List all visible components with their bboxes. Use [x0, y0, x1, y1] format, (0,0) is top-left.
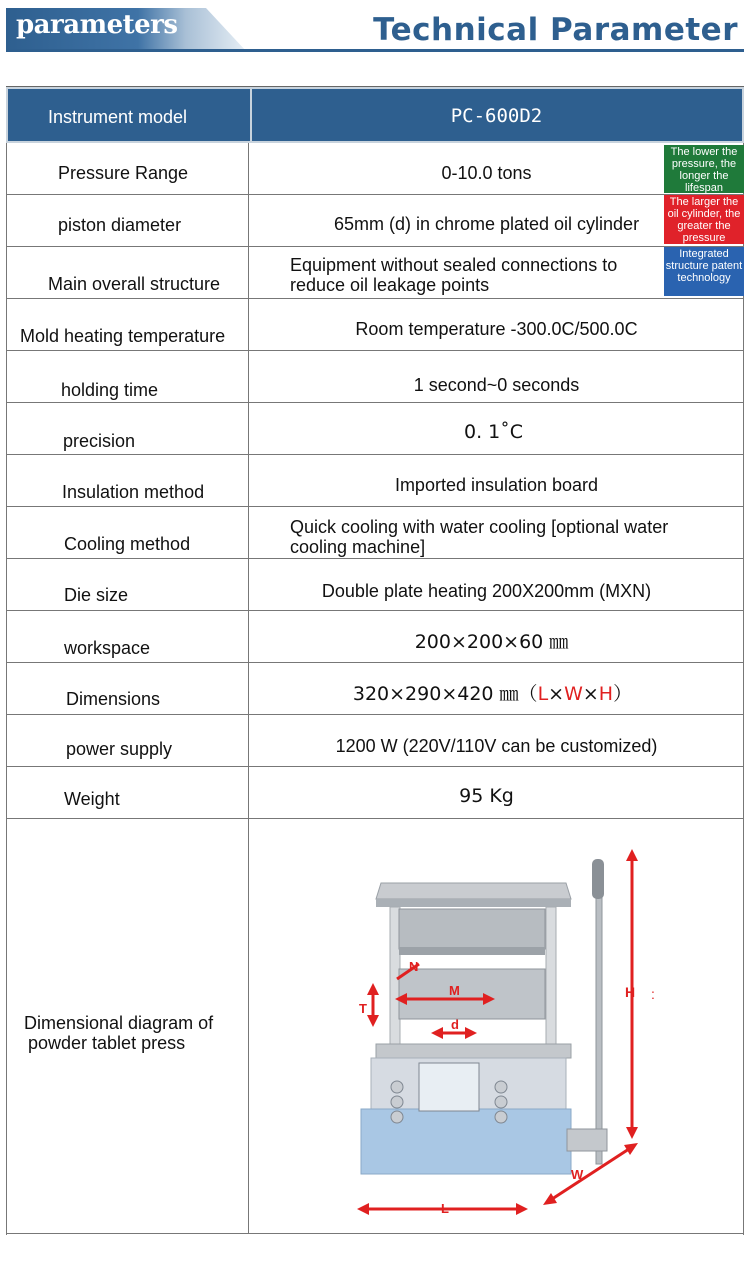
- table-row: Cooling method Quick cooling with water cooling [optional water cooling machine]: [6, 507, 744, 559]
- table-row: power supply 1200 W (220V/110V can be customized): [6, 715, 744, 767]
- table-row: Die size Double plate heating 200X200mm (MXN): [6, 559, 744, 611]
- table-row: Main overall structure Equipment without sealed connections to reduce oil leakage points Integrated structure patent technology: [6, 247, 744, 299]
- svg-text:L: L: [441, 1201, 449, 1216]
- parameter-table: [6, 86, 744, 1234]
- page-header: [0, 0, 750, 60]
- svg-text:M: M: [449, 983, 460, 998]
- table-row: piston diameter 65mm (d) in chrome plated oil cylinder The larger the oil cylinder, the greater the pressure: [6, 195, 744, 247]
- diagram-row: Dimensional diagram of powder tablet press H : M N T d L W: [6, 819, 744, 1234]
- cylinder-badge: The larger the oil cylinder, the greater the pressure: [664, 195, 744, 244]
- table-row: Pressure Range 0-10.0 tons The lower the pressure, the longer the lifespan: [6, 143, 744, 195]
- table-row: Mold heating temperature Room temperature -300.0C/500.0C: [6, 299, 744, 351]
- svg-text:W: W: [571, 1167, 584, 1182]
- parameters-tag: parameters: [16, 10, 178, 40]
- table-row: Dimensions 320×290×420 ㎜（L×W×H）: [6, 663, 744, 715]
- lifespan-badge: The lower the pressure, the longer the lifespan: [664, 145, 744, 193]
- svg-text:H: H: [625, 984, 636, 1000]
- table-row: workspace 200×200×60 ㎜: [6, 611, 744, 663]
- table-row: Weight 95 Kg: [6, 767, 744, 819]
- patent-badge: Integrated structure patent technology: [664, 247, 744, 296]
- svg-text::: :: [651, 986, 655, 1002]
- svg-text:N: N: [409, 959, 419, 974]
- svg-text:T: T: [359, 1001, 367, 1016]
- header-rule: [6, 49, 744, 52]
- table-row: Insulation method Imported insulation board: [6, 455, 744, 507]
- table-row: holding time 1 second~0 seconds: [6, 351, 744, 403]
- model-value: PC-600D2: [450, 105, 543, 127]
- svg-text:d: d: [451, 1017, 459, 1032]
- table-header-row: [6, 87, 744, 143]
- press-diagram: [249, 819, 744, 1233]
- tablet-press-illustration: [249, 819, 744, 1233]
- header-label: Instrument model: [48, 107, 188, 127]
- page-title: Technical Parameter: [373, 12, 738, 48]
- table-row: precision 0. 1˚C: [6, 403, 744, 455]
